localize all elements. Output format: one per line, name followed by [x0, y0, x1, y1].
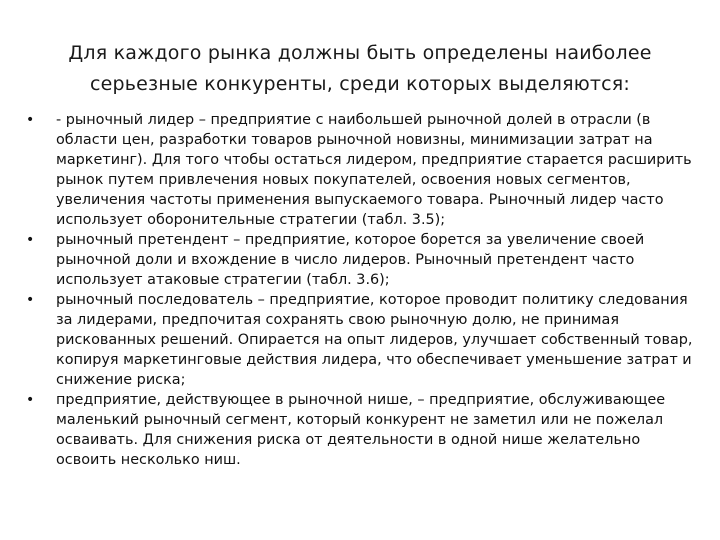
- bullet-item-market-follower: [26, 290, 694, 390]
- bullet-item-market-challenger: [26, 230, 694, 290]
- bullet-item-market-leader: [26, 110, 694, 230]
- bullet-text: - рыночный лидер – предприятие с наибольшей рыночной долей в отрасли (в области цен, разработки товаров рыночной новизны, минимизации затрат на маркетинг). Для того чтобы остаться лидером, предприятие старается расширить рынок путем привлечения новых покупателей, освоения новых сегментов, увеличения частоты применения выпускаемого товара. Рыночный лидер часто использует оборонительные стратегии (табл. 3.5);: [56, 112, 692, 228]
- slide-title: Для каждого рынка должны быть определены наиболее серьезные конкуренты, среди которых выделяются:: [68, 42, 652, 95]
- bullet-text: рыночный претендент – предприятие, которое борется за увеличение своей рыночной доли и вхождение в число лидеров. Рыночный претендент часто использует атаковые стратегии (табл. 3.6);: [56, 232, 645, 288]
- bullet-item-market-nicher: [26, 390, 694, 470]
- bullet-marker: •: [26, 392, 35, 408]
- bullet-list: [26, 110, 694, 470]
- bullet-marker: •: [26, 292, 35, 308]
- bullet-text: рыночный последователь – предприятие, которое проводит политику следования за лидерами, предпочитая сохранять свою рыночную долю, не принимая рискованных решений. Опирается на опыт лидеров, улучшает собственный товар, копируя маркетинговые действия лидера, что обеспечивает уменьшение затрат и снижение риска;: [56, 292, 693, 388]
- bullet-marker: •: [26, 112, 35, 128]
- bullet-text: предприятие, действующее в рыночной нише, – предприятие, обслуживающее маленький рыночный сегмент, который конкурент не заметил или не пожелал осваивать. Для снижения риска от деятельности в одной нише желательно освоить несколько ниш.: [56, 392, 666, 468]
- bullet-marker: •: [26, 232, 35, 248]
